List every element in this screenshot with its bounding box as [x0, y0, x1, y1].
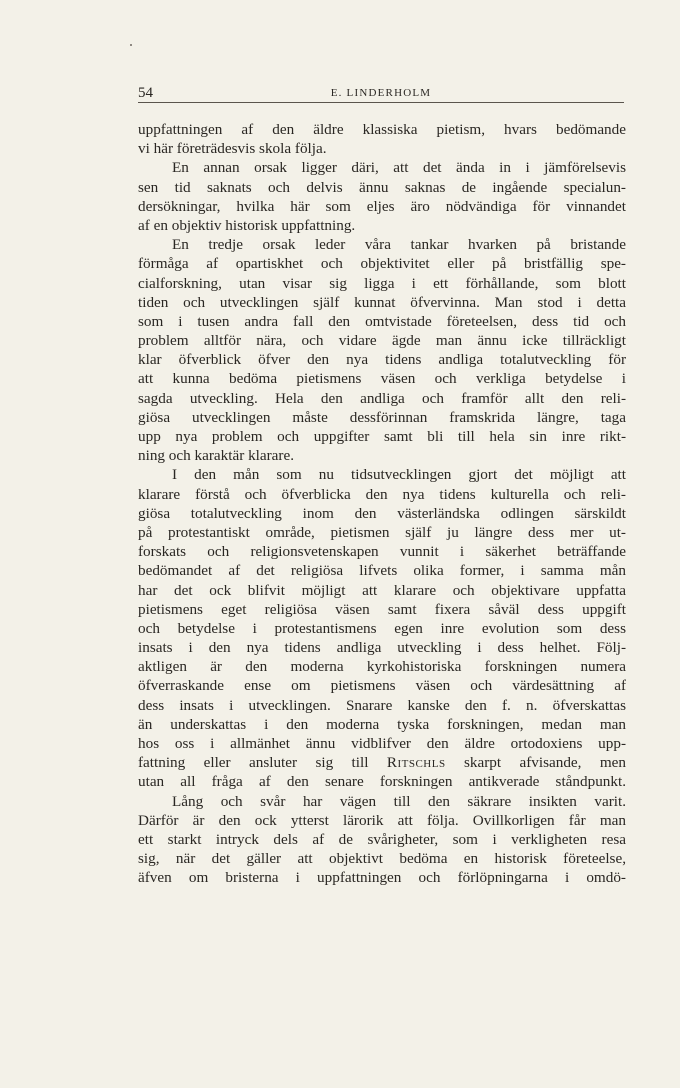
text-line: Därför är den ock ytterst lärorik att följa. Ovillkorligen får man — [138, 811, 626, 829]
text-line: hos oss i allmänhet ännu vidblifver den äldre ortodoxiens upp- — [138, 735, 626, 752]
text-line: sen tid saknats och delvis ännu saknas de ingående specialun- — [138, 178, 626, 196]
text-line: I den mån som nu tidsutvecklingen gjort det möjligt att — [172, 466, 626, 484]
text-line: vi här företrädesvis skola följa. — [138, 140, 327, 158]
text-line: aktligen är den moderna kyrkohistoriska forskningen numera — [138, 658, 626, 676]
text-line: förmåga af opartiskhet och objektivitet eller på bristfällig spe- — [138, 255, 626, 273]
text-line: fattning eller ansluter sig till Ritschls skarpt afvisande, men — [138, 754, 626, 772]
text-line: att kunna bedöma pietismens väsen och verkliga betydelse i — [138, 370, 626, 388]
text-line: giösa utvecklingen måste dessförinnan framskrida längre, taga — [138, 408, 626, 426]
text-line: dess insats i utvecklingen. Snarare kanske den f. n. öfverskattas — [138, 696, 626, 714]
text-line: uppfattningen af den äldre klassiska pietism, hvars bedömande — [138, 121, 626, 138]
text-line: tiden och utvecklingen själf kunnat öfvervinna. Man stod i detta — [138, 293, 626, 311]
text-line: än underskattas i den moderna tyska forskningen, medan man — [138, 715, 626, 733]
text-line: pietismens eget religiösa väsen samt fixera såväl dess uppgift — [138, 600, 626, 618]
text-line: dersökningar, hvilka här som eljes äro nödvändiga för vinnandet — [138, 197, 626, 215]
text-line: giösa totalutveckling inom den västerländska odlingen särskildt — [138, 504, 626, 522]
text-line: ning och karaktär klarare. — [138, 447, 295, 465]
text-line: En tredje orsak leder våra tankar hvarken på bristande — [172, 236, 626, 254]
text-line: sig, när det gäller att objektivt bedöma en historisk företeelse, — [138, 850, 626, 868]
text-line: på protestantiskt område, pietismen själf ju längre dess mer ut- — [138, 523, 626, 541]
body-text — [138, 120, 626, 888]
page-header — [138, 84, 624, 103]
page-number: 54 — [138, 85, 153, 101]
text-line: ett starkt intryck dels af de svårigheter, som i verkligheten resa — [138, 830, 626, 848]
text-line: af en objektiv historisk uppfattning. — [138, 216, 356, 234]
text-line: En annan orsak ligger däri, att det ända in i jämförelsevis — [172, 159, 626, 177]
text-line: upp nya problem och uppgifter samt bli till hela sin inre rikt- — [138, 428, 626, 445]
running-head: E. LINDERHOLM — [330, 87, 432, 99]
text-line: bedömandet af det religiösa lifvets olika former, i samma mån — [138, 562, 626, 580]
paper-speck — [130, 44, 132, 46]
text-line: äfven om bristerna i uppfattningen och förlöpningarna i omdö- — [138, 869, 626, 887]
text-line: problem alltför nära, och vidare ägde man ännu icke tillräckligt — [138, 332, 626, 350]
text-line: öfverraskande ense om pietismens väsen och värdesättning af — [138, 677, 626, 695]
text-line: Lång och svår har vägen till den säkrare insikten varit. — [172, 792, 626, 810]
text-line: utan all fråga af den senare forskningen antikverade ståndpunkt. — [138, 773, 626, 791]
text-line: forskats och religionsvetenskapen vunnit i säkerhet beträffande — [138, 543, 626, 561]
text-line: har det ock blifvit möjligt att klarare och objektivare uppfatta — [138, 581, 626, 599]
text-line: sagda utveckling. Hela den andliga och framför allt den reli- — [138, 389, 626, 407]
text-line: klarare förstå och öfverblicka den nya tidens kulturella och reli- — [138, 485, 626, 503]
text-line: klar öfverblick öfver den nya tidens andliga totalutveckling för — [138, 351, 626, 369]
text-line: som i tusen andra fall den omtvistade företeelsen, dess tid och — [138, 312, 626, 330]
author-name-small-caps: Ritschls — [386, 754, 446, 772]
text-line: insats i den nya tidens andliga utveckling i dess helhet. Följ- — [138, 639, 626, 657]
text-line: cialforskning, utan visar sig ligga i ett förhållande, som blott — [138, 274, 626, 292]
text-line: och betydelse i protestantismens egen inre evolution som dess — [138, 619, 626, 637]
